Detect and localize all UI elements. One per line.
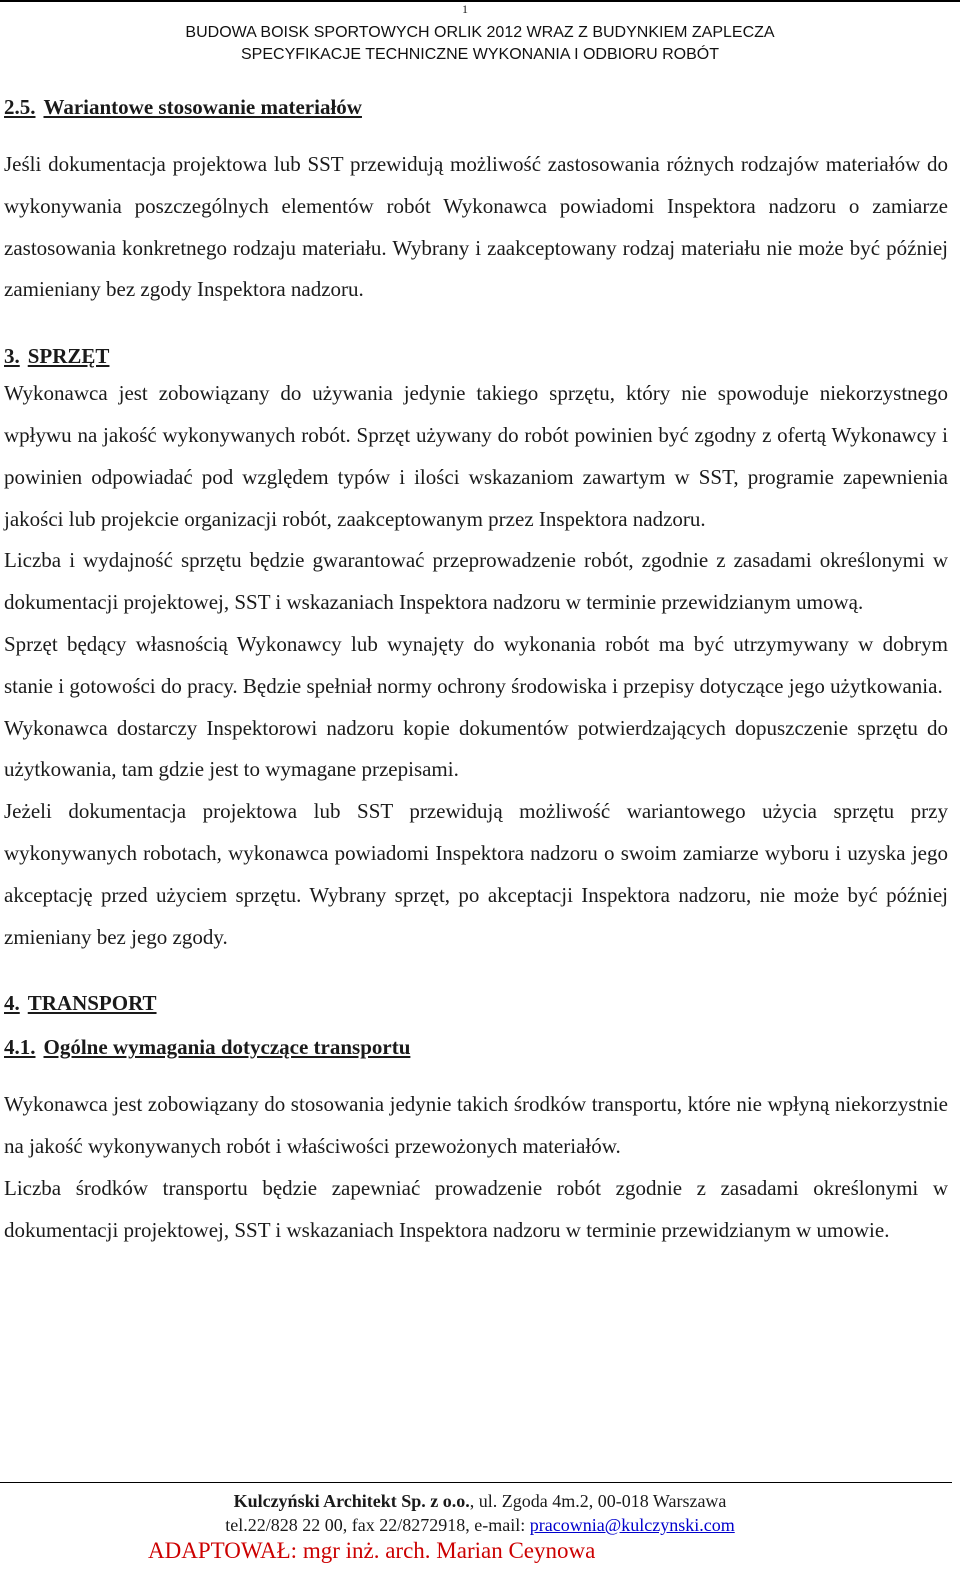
paragraph: Jeśli dokumentacja projektowa lub SST przewidują możliwość zastosowania różnych rodzajów materiałów do wykonywania poszczególnych elementów robót Wykonawca powiadomi Inspektora nadzoru o zamiarze zastosowania konkretnego rodzaju materiału. Wybrany i zaakceptowany rodzaj materiału nie może być później zamieniany bez zgody Inspektora nadzoru.: [4, 152, 948, 302]
paragraph: Sprzęt będący własnością Wykonawcy lub wynajęty do wykonania robót ma być utrzymywany w dobrym stanie i gotowości do pracy. Będzie spełniał normy ochrony środowiska i przepisy dotyczące jego użytkowania.: [4, 631, 948, 698]
document-footer: [0, 1489, 960, 1537]
footer-address-line: [0, 1489, 960, 1513]
company-name: Kulczyński Architekt Sp. z o.o.: [233, 1491, 470, 1511]
document-header: [0, 22, 960, 66]
header-title-line1: BUDOWA BOISK SPORTOWYCH ORLIK 2012 WRAZ Z BUDYNKIEM ZAPLECZA: [185, 24, 775, 41]
header-title-line2: SPECYFIKACJE TECHNICZNE WYKONANIA I ODBIORU ROBÓT: [241, 46, 719, 63]
footer-contact-line: [0, 1513, 960, 1537]
section-title: Wariantowe stosowanie materiałów: [43, 95, 362, 119]
paragraph: Liczba środków transportu będzie zapewniać prowadzenie robót zgodnie z zasadami określonymi w dokumentacji projektowej, SST i wskazaniach Inspektora nadzoru w terminie przewidzianym w umowie.: [4, 1175, 948, 1242]
adapted-by-note: ADAPTOWAŁ: mgr inż. arch. Marian Ceynowa: [148, 1538, 596, 1563]
paragraph: Liczba i wydajność sprzętu będzie gwarantować przeprowadzenie robót, zgodnie z zasadami określonymi w dokumentacji projektowej, SST i wskazaniach Inspektora nadzoru w terminie przewidzianym umową.: [4, 548, 948, 615]
section-heading-4: [4, 986, 948, 1020]
paragraph: Jeżeli dokumentacja projektowa lub SST przewidują możliwość wariantowego użycia sprzętu przy wykonywanych robotach, wykonawca powiadomi Inspektora nadzoru o swoim zamiarze wyboru i uzyska jego akceptację przed użyciem sprzętu. Wybrany sprzęt, po akceptacji Inspektora nadzoru, nie może być później zmieniany bez jego zgody.: [4, 799, 948, 949]
contact-info: tel.22/828 22 00, fax 22/8272918, e-mail:: [225, 1515, 530, 1535]
section-heading-3: [4, 339, 948, 373]
section-number: 4.: [4, 991, 20, 1016]
section-title: TRANSPORT: [27, 991, 157, 1016]
section-number: 4.1.: [4, 1035, 36, 1060]
document-body: [4, 90, 948, 1252]
section-heading-4-1: [4, 1030, 948, 1064]
company-address: , ul. Zgoda 4m.2, 00-018 Warszawa: [469, 1491, 727, 1511]
paragraph: Wykonawca dostarczy Inspektorowi nadzoru kopie dokumentów potwierdzających dopuszczenie sprzętu do użytkowania, tam gdzie jest to wymagane przepisami.: [4, 715, 948, 782]
paragraph: Wykonawca jest zobowiązany do stosowania jedynie takich środków transportu, które nie wpłyną niekorzystnie na jakość wykonywanych robót i właściwości przewożonych materiałów.: [4, 1092, 948, 1159]
page-number: 1: [462, 2, 468, 16]
section-title: Ogólne wymagania dotyczące transportu: [43, 1035, 411, 1060]
header-rule: [0, 0, 960, 2]
section-number: 3.: [4, 344, 20, 369]
footer-rule: [0, 1482, 952, 1483]
section-number: 2.5.: [4, 95, 36, 119]
email-link[interactable]: pracownia@kulczynski.com: [529, 1515, 735, 1535]
section-title: SPRZĘT: [27, 344, 110, 369]
paragraph: Wykonawca jest zobowiązany do używania jedynie takiego sprzętu, który nie spowoduje niekorzystnego wpływu na jakość wykonywanych robót. Sprzęt używany do robót powinien być zgodny z ofertą Wykonawcy i powinien odpowiadać pod względem typów i ilości wskazaniom zawartym w SST, programie zapewnienia jakości lub projekcie organizacji robót, zaakceptowanym przez Inspektora nadzoru.: [4, 381, 948, 531]
section-heading-2-5: [4, 90, 948, 124]
